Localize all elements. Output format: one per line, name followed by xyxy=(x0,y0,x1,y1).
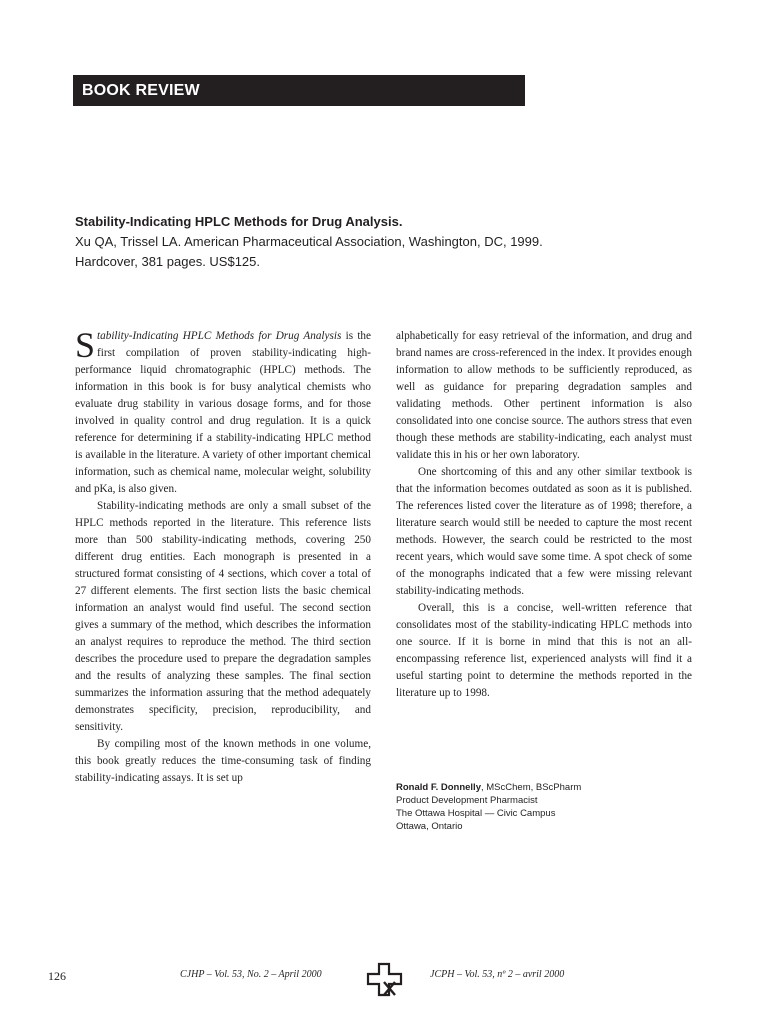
paragraph-4: One shortcoming of this and any other similar textbook is that the information becomes outdated as soon as it is published. The references listed cover the literature as of 1998; therefore, a literature search would still be needed to capture the most recent methods. However, the search could be restricted to the most recent years, which would save some time. A spot check of some of the monographs indicated that a few were missing relevant stability-indicating methods. xyxy=(396,466,692,597)
book-title-italic: tability-Indicating HPLC Methods for Drug Analysis xyxy=(97,330,342,342)
paragraph-1 xyxy=(75,325,371,498)
reviewer-location: Ottawa, Ontario xyxy=(396,821,463,832)
paragraph-3: By compiling most of the known methods in one volume, this book greatly reduces the time-consuming task of finding stability-indicating assays. It is set up xyxy=(75,738,371,784)
reviewer-title: Product Development Pharmacist xyxy=(396,795,538,806)
book-details: Hardcover, 381 pages. US$125. xyxy=(75,254,261,269)
paragraph-2: Stability-indicating methods are only a small subset of the HPLC methods reported in the literature. This reference lists more than 500 stability-indicating methods, covering 250 different drug entities. Each monograph is presented in a structured format consisting of 4 sections, which cover a total of 27 different elements. The first section lists the basic chemical information an analyst would find useful. The second section gives a summary of the method, which describes the information an analyst requires to reproduce the method. The third section describes the procedure used to prepare the degradation samples and the results of analyzing these samples. The final section summarizes the information assuring that the method adequately demonstrates specificity, precision, reproducibility, and sensitivity. xyxy=(75,500,371,733)
page-number: 126 xyxy=(48,969,66,983)
reviewer-name: Ronald F. Donnelly xyxy=(396,782,481,793)
paragraph-3-continued: alphabetically for easy retrieval of the information, and drug and brand names are cross-referenced in the index. It provides enough information to allow methods to be sufficiently reproduced, as well as guidance for preparing degradation samples and validating methods. Other pertinent information is also consolidated into one concise source. The authors stress that even though these methods are stability-indicating, each analyst must validate this in his or her own laboratory. xyxy=(396,330,692,461)
footer-journal-english: CJHP – Vol. 53, No. 2 – April 2000 xyxy=(180,969,322,980)
paragraph-1-text: is the first compilation of proven stability-indicating high-performance liquid chromatographic (HPLC) methods. The information in this book is for busy analytical chemists who evaluate drug stability in various dosage forms, and for those involved in quality control and drug regulation. It is a quick reference for determining if a stability-indicating HPLC method is available in the literature. A variety of other important chemical information, such as chemical name, molecular weight, solubility and pKa, is also given. xyxy=(75,330,371,495)
book-authors: Xu QA, Trissel LA. American Pharmaceutical Association, Washington, DC, 1999. xyxy=(75,234,543,249)
paragraph-5: Overall, this is a concise, well-written reference that consolidates most of the stability-indicating HPLC methods into one source. If it is borne in mind that this is not an all-encompassing reference list, experienced analysts will find it a useful starting point to determine the methods reported in the literature up to 1998. xyxy=(396,602,692,699)
reviewer-organization: The Ottawa Hospital — Civic Campus xyxy=(396,808,556,819)
book-title: Stability-Indicating HPLC Methods for Drug Analysis. xyxy=(75,214,403,229)
drop-cap: S xyxy=(75,325,96,365)
reviewer-credentials: , MScChem, BScPharm xyxy=(480,782,582,793)
reviewer-signature xyxy=(396,781,692,833)
footer-journal-french: JCPH – Vol. 53, nº 2 – avril 2000 xyxy=(430,969,565,980)
section-banner: BOOK REVIEW xyxy=(73,75,525,106)
cross-logo-icon xyxy=(365,962,405,998)
body-column-left xyxy=(75,325,371,787)
body-column-right xyxy=(396,328,692,702)
book-citation xyxy=(75,212,635,272)
